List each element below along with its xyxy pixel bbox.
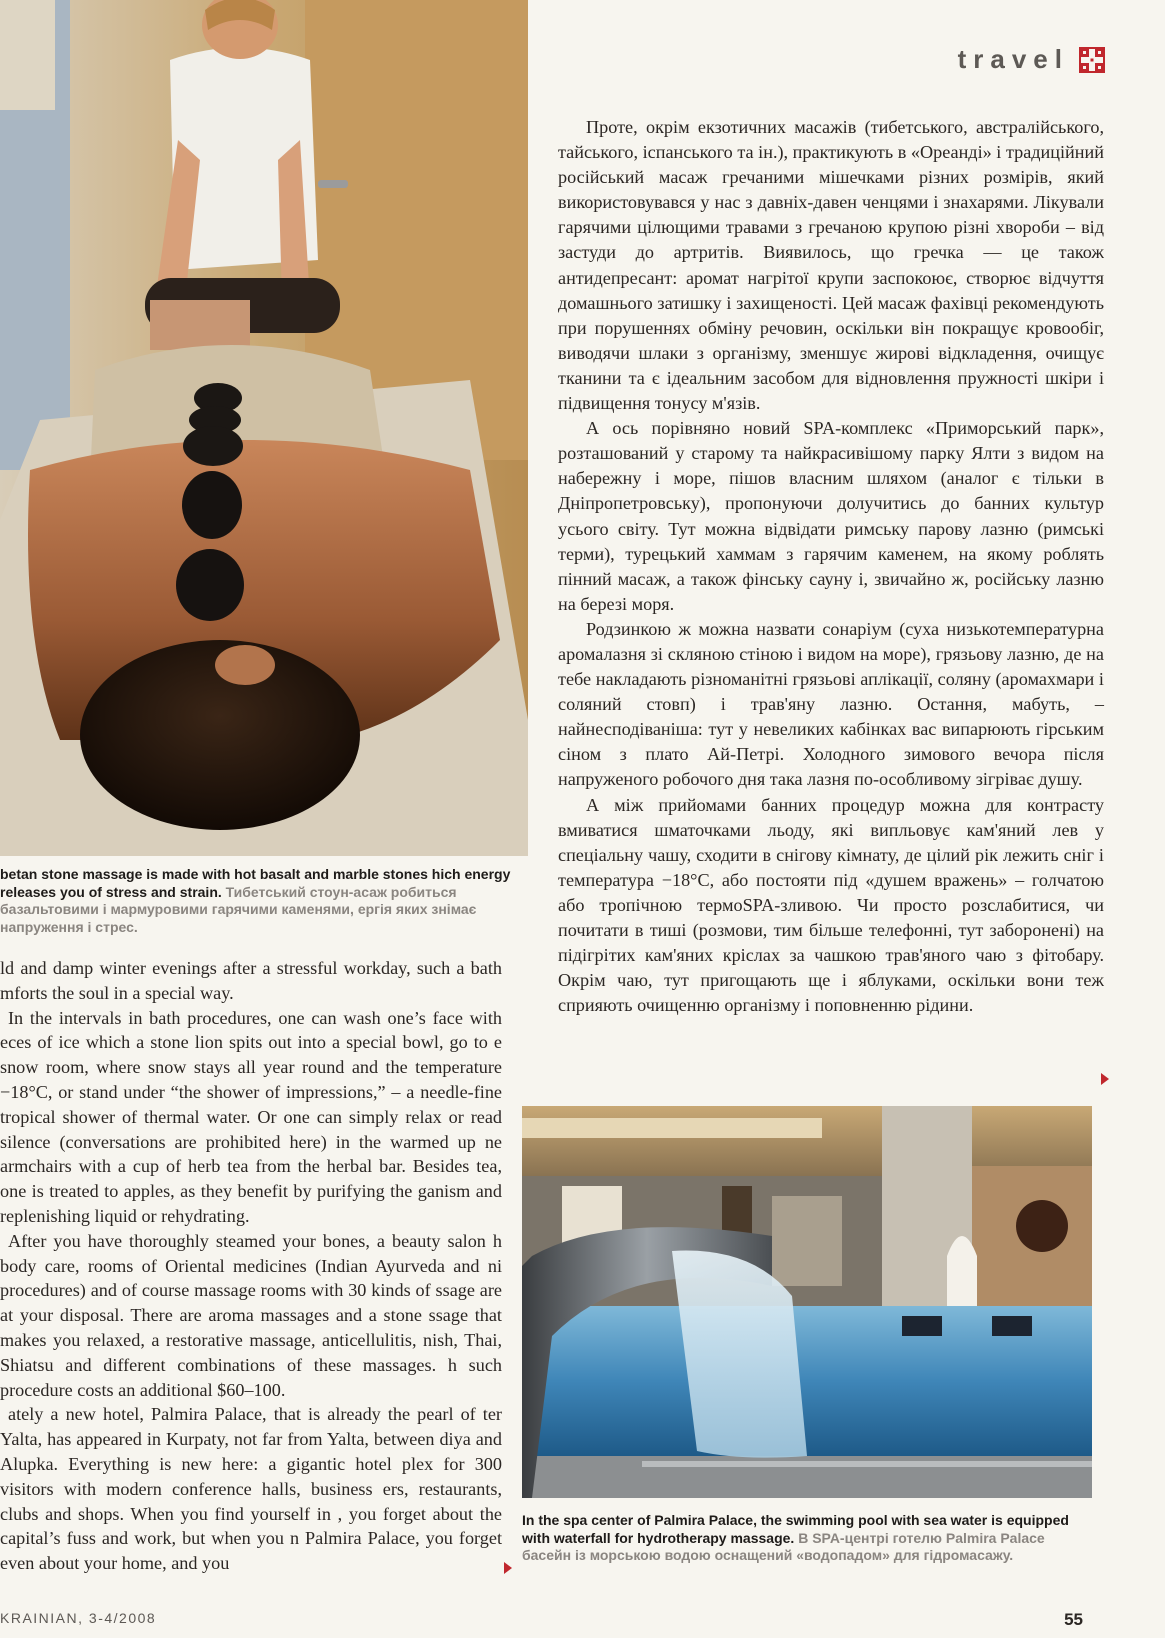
article-body-english	[0, 956, 502, 1576]
continue-arrow-icon	[504, 1562, 512, 1574]
paragraph: А між прийомами банних процедур можна для контрасту вмиватися шматочками льоду, які випльовує кам'яний лев у спеціальну чашу, сходити в снігову кімнату, де цілий рік лежить сніг і температура −18°С, або постояти під «душем вражень» – голчатою або тропічною термоSPA-зливою. Чи просто розслабитися, чи почитати в тиші (розмови, тим більше телефонні, тут заборонені) на підігрітих кам'яних кріслах за чашкою трав'яного чаю з фітобару. Окрім чаю, тут пригощають ще і яблуками, оскільки вони теж сприяють очищенню організму і поповненню рідини.	[558, 794, 1104, 1016]
spa-pool-illustration	[522, 1106, 1092, 1498]
paragraph: After you have thoroughly steamed your bones, a beauty salon h body care, rooms of Oriental medicines (Indian Ayurveda and ni procedures) and of course massage rooms with 30 kinds of ssage are at your disposal. There are aroma massages and a stone ssage that makes you relaxed, a restorative massage, anticellulitis, nish, Thai, Shiatsu and different combinations of these massages. h such procedure costs an additional $60–100.	[0, 1230, 502, 1400]
caption-stone-massage-en: betan stone massage is made with hot basalt and marble stones hich energy releases you of stress and strain.	[0, 866, 511, 900]
paragraph: ately a new hotel, Palmira Palace, that is already the pearl of ter Yalta, has appeared in Kurpaty, not far from Yalta, between diya and Alupka. Everything is new here: a gigantic hotel plex for 300 visitors with modern conference halls, business ers, restaurants, clubs and shops. When you find yourself in , you forget about the capital’s fuss and work, but when you n Palmira Palace, you forget even about your home, and you	[0, 1404, 502, 1574]
stone-massage-illustration	[0, 0, 528, 856]
paragraph: А ось порівняно новий SPA-комплекс «Приморський парк», розташований у старому та найкрасивішому парку Ялти з видом на набережну і море, пішов власним шляхом (аналог є тільки в Дніпропетровську), пропонуючи долучитись до банних культур усього світу. Тут можна відвідати римську парову лазню (римські терми), турецький хаммам з гарячим каменем, на якому роблять пінний масаж, а також фінську сауну і, звичайно ж, російську лазню на березі моря.	[558, 418, 1104, 614]
caption-spa-pool-en: In the spa center of Palmira Palace, the swimming pool with sea water is equipped with waterfall for hydrotherapy massage.	[522, 1512, 1069, 1546]
caption-spa-pool-ua: В SPA-центрі готелю Palmira Palace басейн із морською водою оснащений «водопадом» для гідромасажу.	[522, 1529, 1045, 1563]
ornament-logo-icon	[1079, 47, 1105, 73]
continue-arrow-icon	[1101, 1073, 1109, 1085]
footer-magazine-issue: KRAINIAN, 3-4/2008	[0, 1610, 157, 1626]
section-header	[958, 44, 1105, 75]
article-body-ukrainian	[558, 115, 1104, 1018]
section-title: travel	[957, 44, 1069, 74]
page-number: 55	[1064, 1610, 1083, 1629]
photo-stone-massage	[0, 0, 528, 856]
caption-stone-massage-ua: Тибетський стоун-асаж робиться базальтовими і мармуровими гарячими каменями, ергія яких знімає напруження і стрес.	[0, 883, 477, 935]
paragraph: Родзинкою ж можна назвати сонаріум (суха низькотемпературна аромалазня зі скляною стіною і видом на море), грязьову лазню, де на тебе накладають різноманітні грязьові аплікації, соляну (аромахмари і соляний стовп) і трав'яну лазню. Остання, мабуть, – найнесподіваніша: тут у невеликих кабінках вас випарюють гірським сіном з плато Ай-Петрі. Холодного зимового вечора після напруженого робочого дня така лазня по-особливому зігріває душу.	[558, 618, 1104, 790]
paragraph: Проте, окрім екзотичних масажів (тибетського, австралійського, тайського, іспанського та ін.), практикують в «Ореанді» і традиційний російський масаж гречаними мішечками різних розмірів, який використовувався у нас з давніх-давен ченцями і знахарями. Лікували гарячими цілющими травами з гречаною крупою різні хвороби – від застуди до артритів. Виявилось, що гречка — це також антидепресант: аромат нагрітої крупи заспокоює, створює відчуття домашнього затишку і захищеності. Цей масаж фахівці рекомендують при порушеннях обміну речовин, оскільки він покращує кровообіг, виводячи шлаки з організму, зменшує жирові відкладення, очищує тканини та є ідеальним засобом для відновлення пружності шкіри і підвищення тонусу м'язів.	[558, 117, 1104, 414]
photo-spa-pool	[522, 1106, 1092, 1498]
paragraph: ld and damp winter evenings after a stressful workday, such a bath mforts the soul in a special way.	[0, 958, 502, 1003]
caption-spa-pool	[522, 1512, 1082, 1565]
paragraph: In the intervals in bath procedures, one can wash one’s face with eces of ice which a stone lion spits out into a special bowl, go to e snow room, where snow stays all year round and the temperature −18°C, or stand under “the shower of impressions,” – a needle-fine tropical shower of thermal water. Or one can simply relax or read silence (conversations are prohibited here) in the warmed up ne armchairs with a cup of herb tea from the herbal bar. Besides tea, one is treated to apples, as they benefit by purifying the ganism and replenishing liquid or rehydrating.	[0, 1007, 502, 1226]
caption-stone-massage	[0, 866, 528, 936]
